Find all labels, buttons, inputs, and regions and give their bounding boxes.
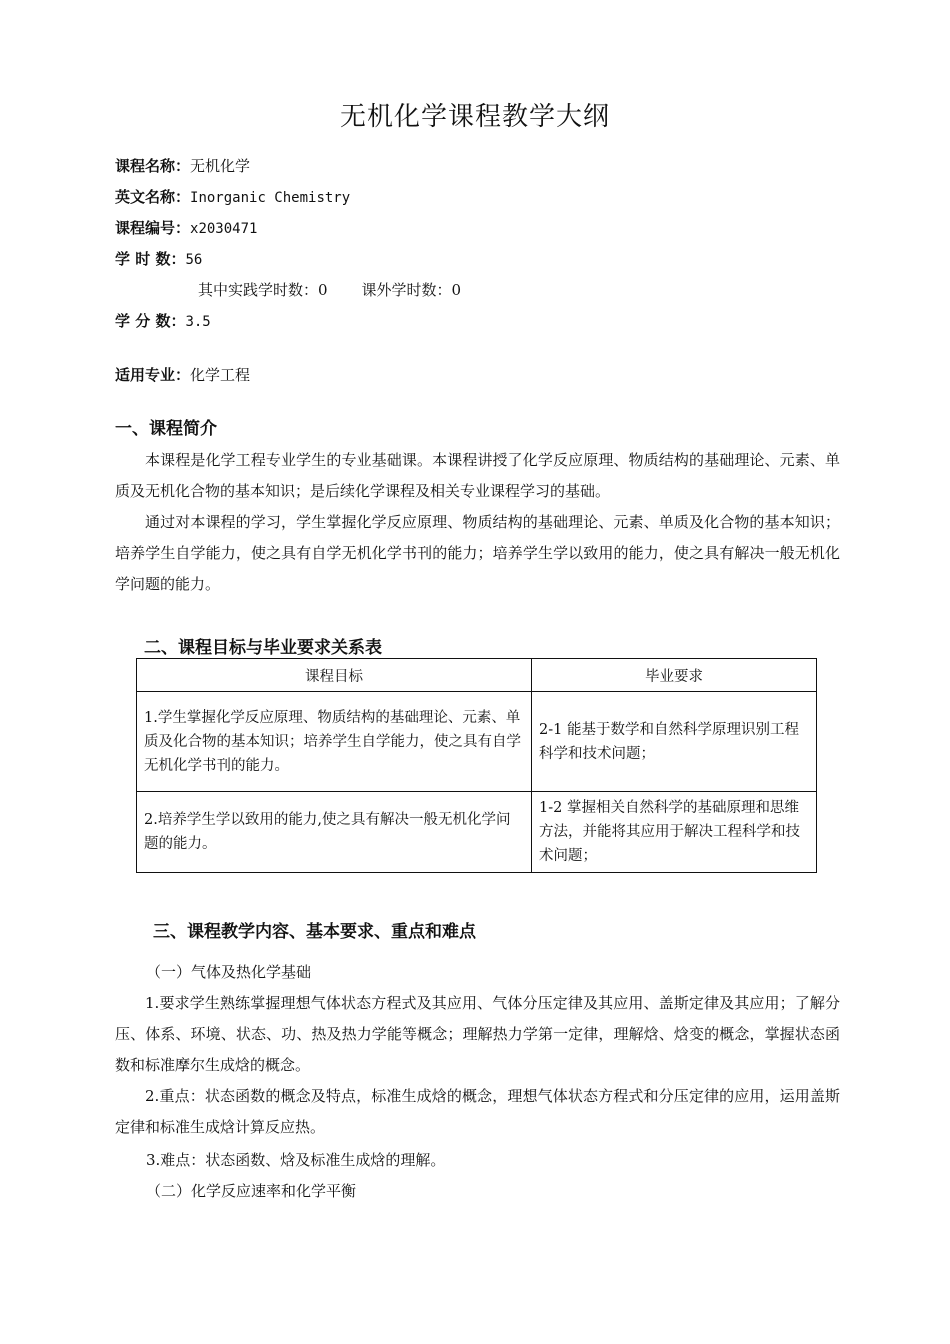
table-cell-requirement: 2-1 能基于数学和自然科学原理识别工程科学和技术问题； xyxy=(532,692,817,792)
extra-hours: 课外学时数：0 xyxy=(361,281,462,299)
table-header-requirement: 毕业要求 xyxy=(532,659,817,692)
goals-requirements-table xyxy=(136,658,817,873)
table-header-row xyxy=(137,659,817,692)
english-name-label: 英文名称： xyxy=(115,188,191,206)
major-value: 化学工程 xyxy=(190,366,251,384)
hours-breakdown-row xyxy=(198,279,461,300)
document-title: 无机化学课程教学大纲 xyxy=(339,102,610,132)
section1-paragraph-1: 本课程是化学工程专业学生的专业基础课。本课程讲授了化学反应原理、物质结构的基础理论、元素、单质及无机化合物的基本知识；是后续化学课程及相关专业课程学习的基础。 xyxy=(115,451,840,500)
section3-item-1: 1.要求学生熟练掌握理想气体状态方程式及其应用、气体分压定律及其应用、盖斯定律及其应用；了解分压、体系、环境、状态、功、热及热力学能等概念；理解热力学第一定律，理解焓、焓变的概念，掌握状态函数和标准摩尔生成焓的概念。 xyxy=(115,994,840,1074)
section3-subheading-2: （二）化学反应速率和化学平衡 xyxy=(146,1182,357,1200)
course-code-value: x2030471 xyxy=(190,221,258,237)
section3-item-2: 2.重点：状态函数的概念及特点，标准生成焓的概念，理想气体状态方程式和分压定律的应用，运用盖斯定律和标准生成焓计算反应热。 xyxy=(115,1087,840,1136)
practice-hours: 其中实践学时数：0 xyxy=(198,281,328,299)
hours-value: 56 xyxy=(185,252,203,268)
english-name-value: Inorganic Chemistry xyxy=(190,190,351,206)
table-cell-requirement: 1-2 掌握相关自然科学的基础原理和思维方法，并能将其应用于解决工程科学和技术问题； xyxy=(532,792,817,873)
course-code-row xyxy=(115,217,257,238)
course-name-row xyxy=(115,155,250,176)
section3-heading: 三、课程教学内容、基本要求、重点和难点 xyxy=(153,922,476,942)
credits-label: 学 分 数： xyxy=(115,312,186,330)
table-cell-goal: 1.学生掌握化学反应原理、物质结构的基础理论、元素、单质及化合物的基本知识；培养学生自学能力，使之具有自学无机化学书刊的能力。 xyxy=(137,692,532,792)
course-name-value: 无机化学 xyxy=(190,157,251,175)
major-label: 适用专业： xyxy=(115,366,191,384)
section3-subheading-1: （一）气体及热化学基础 xyxy=(146,963,312,981)
table-cell-goal: 2.培养学生学以致用的能力,使之具有解决一般无机化学问题的能力。 xyxy=(137,792,532,873)
table-row xyxy=(137,692,817,792)
section1-heading: 一、课程简介 xyxy=(115,419,217,439)
table-row xyxy=(137,792,817,873)
major-row xyxy=(115,364,250,385)
credits-row xyxy=(115,310,211,331)
english-name-row xyxy=(115,186,350,207)
course-code-label: 课程编号： xyxy=(115,219,191,237)
hours-label: 学 时 数： xyxy=(115,250,186,268)
table-header-goal: 课程目标 xyxy=(137,659,532,692)
hours-row xyxy=(115,248,202,269)
section3-item-3: 3.难点：状态函数、焓及标准生成焓的理解。 xyxy=(146,1151,446,1169)
credits-value: 3.5 xyxy=(185,314,211,330)
section2-heading: 二、课程目标与毕业要求关系表 xyxy=(144,638,382,658)
course-name-label: 课程名称： xyxy=(115,157,191,175)
section1-paragraph-2: 通过对本课程的学习，学生掌握化学反应原理、物质结构的基础理论、元素、单质及化合物的基本知识；培养学生自学能力，使之具有自学无机化学书刊的能力；培养学生学以致用的能力，使之具有解决一般无机化学问题的能力。 xyxy=(115,513,840,593)
